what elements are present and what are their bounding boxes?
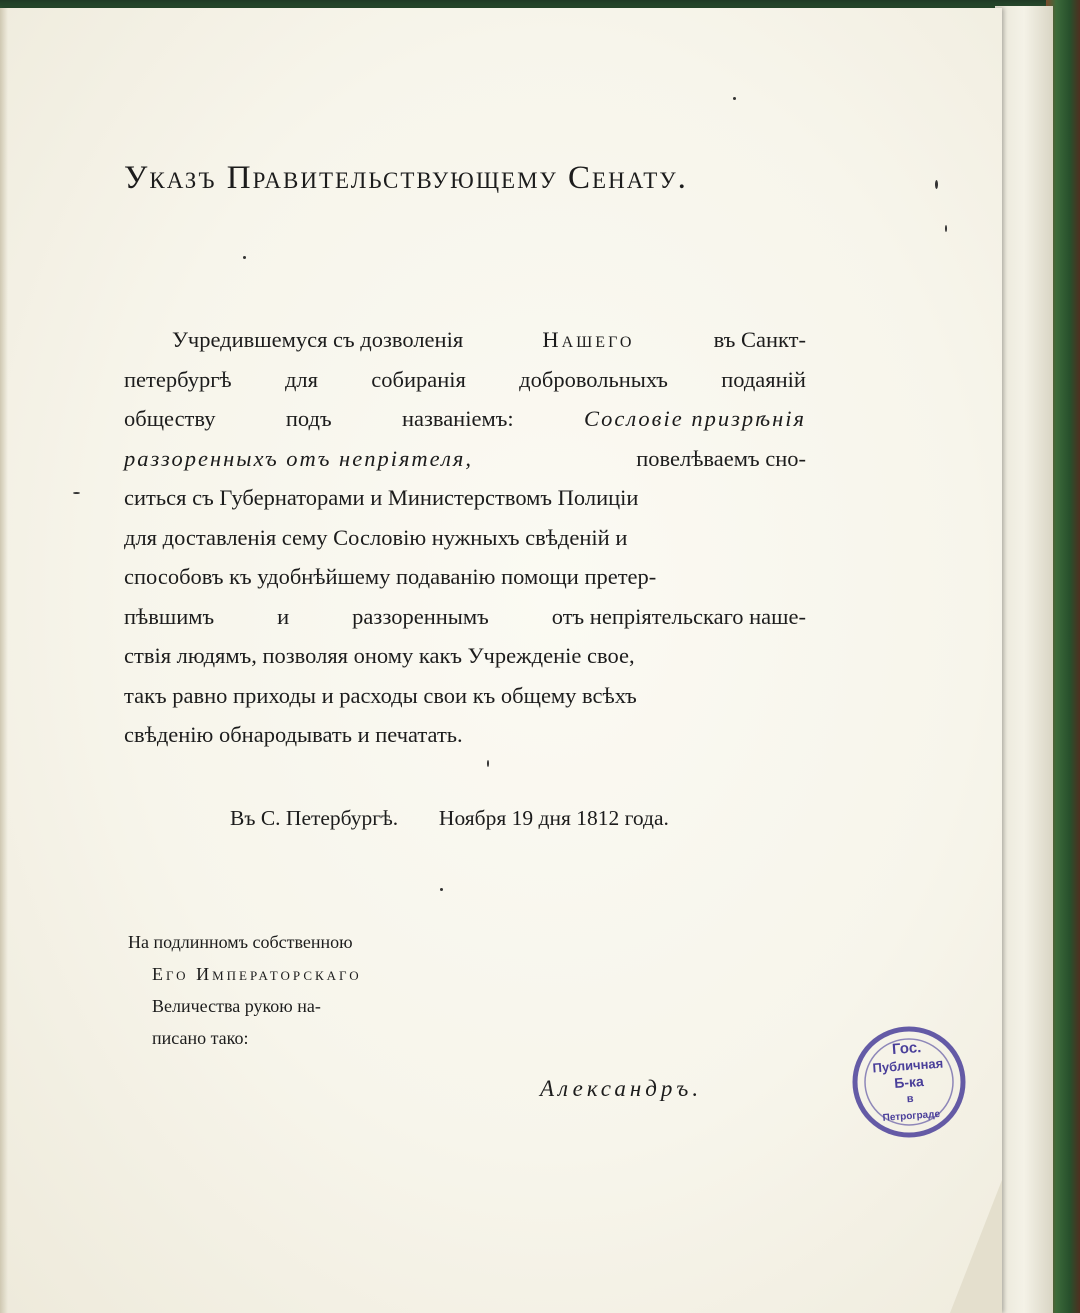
body-word: для <box>284 366 318 392</box>
note-line: Его Императорскаго <box>152 964 362 984</box>
body-word: Нашего <box>542 327 635 352</box>
body-text: такъ равно приходы и расходы свои къ общему всѣхъ <box>124 682 637 708</box>
ink-speck <box>487 760 489 767</box>
note-line: На подлинномъ собственною <box>128 932 353 952</box>
body-text: ситься съ Губернаторами и Министерствомъ Полиціи <box>124 485 639 510</box>
body-line <box>124 518 806 558</box>
body-line <box>124 399 806 439</box>
decree-body <box>124 320 806 755</box>
body-text: ствія людямъ, позволяя оному какъ Учрежденіе свое, <box>124 643 635 668</box>
ink-speck <box>440 888 443 891</box>
note-line: писано тако: <box>152 1028 249 1048</box>
body-line <box>124 439 806 479</box>
body-word: названіемъ: <box>401 406 514 431</box>
body-word: собиранія <box>371 366 466 392</box>
date-place: Въ С. Петербургѣ. <box>230 806 399 830</box>
body-word: повелѣваемъ сно- <box>636 445 806 471</box>
body-line <box>124 597 806 637</box>
ink-speck <box>243 256 246 259</box>
body-word: и <box>277 603 290 629</box>
body-line <box>124 478 806 518</box>
original-note <box>128 926 448 1054</box>
body-word: петербургѣ <box>124 366 232 392</box>
body-text: способовъ къ удобнѣйшему подаванію помощи претер- <box>124 564 657 589</box>
body-word: въ Санкт- <box>713 327 806 352</box>
decree-title: Указъ Правительствующему Сенату. <box>124 160 688 196</box>
body-word: Учредившемуся съ дозволенія <box>172 327 464 352</box>
ink-speck <box>73 492 80 494</box>
ink-speck <box>733 97 736 100</box>
body-line <box>124 715 806 755</box>
body-word: пѣвшимъ <box>124 603 215 629</box>
body-line <box>124 320 806 360</box>
signature: Александръ. <box>540 1076 703 1101</box>
stamp-line: Петрограде <box>882 1108 941 1124</box>
date-value: Ноября 19 дня 1812 года. <box>438 806 669 830</box>
decree-date <box>230 806 750 831</box>
stamp-text <box>848 1022 970 1142</box>
ink-speck <box>935 180 938 189</box>
stamp-line: Б-ка <box>893 1072 925 1091</box>
body-word: обществу <box>124 406 216 431</box>
society-name-italic: раззоренныхъ отъ непріятеля, <box>124 445 473 471</box>
stamp-line: в <box>906 1092 914 1105</box>
note-line: Величества рукою на- <box>152 996 321 1016</box>
society-name-italic: Сословіе призрѣнія <box>583 406 806 431</box>
body-text: для доставленія сему Сословію нужныхъ свѣденій и <box>124 524 628 550</box>
body-word: отъ непріятельскаго наше- <box>551 603 806 629</box>
body-line <box>124 360 806 400</box>
ink-speck <box>945 225 947 232</box>
underlying-page-edge <box>995 6 1053 1313</box>
body-word: подаяній <box>721 366 806 392</box>
library-stamp <box>852 1026 966 1138</box>
body-text: свѣденію обнародывать и печатать. <box>124 722 463 747</box>
body-word: раззореннымъ <box>352 603 489 629</box>
body-word: добровольныхъ <box>519 366 668 392</box>
body-line <box>124 636 806 676</box>
body-line <box>124 557 806 597</box>
body-word: подъ <box>285 406 332 431</box>
page-corner-fold <box>950 1180 1002 1313</box>
body-line <box>124 676 806 716</box>
stamp-line: Публичная <box>872 1055 944 1075</box>
stamp-line: Гос. <box>891 1038 922 1058</box>
page-left-shadow <box>0 8 8 1313</box>
